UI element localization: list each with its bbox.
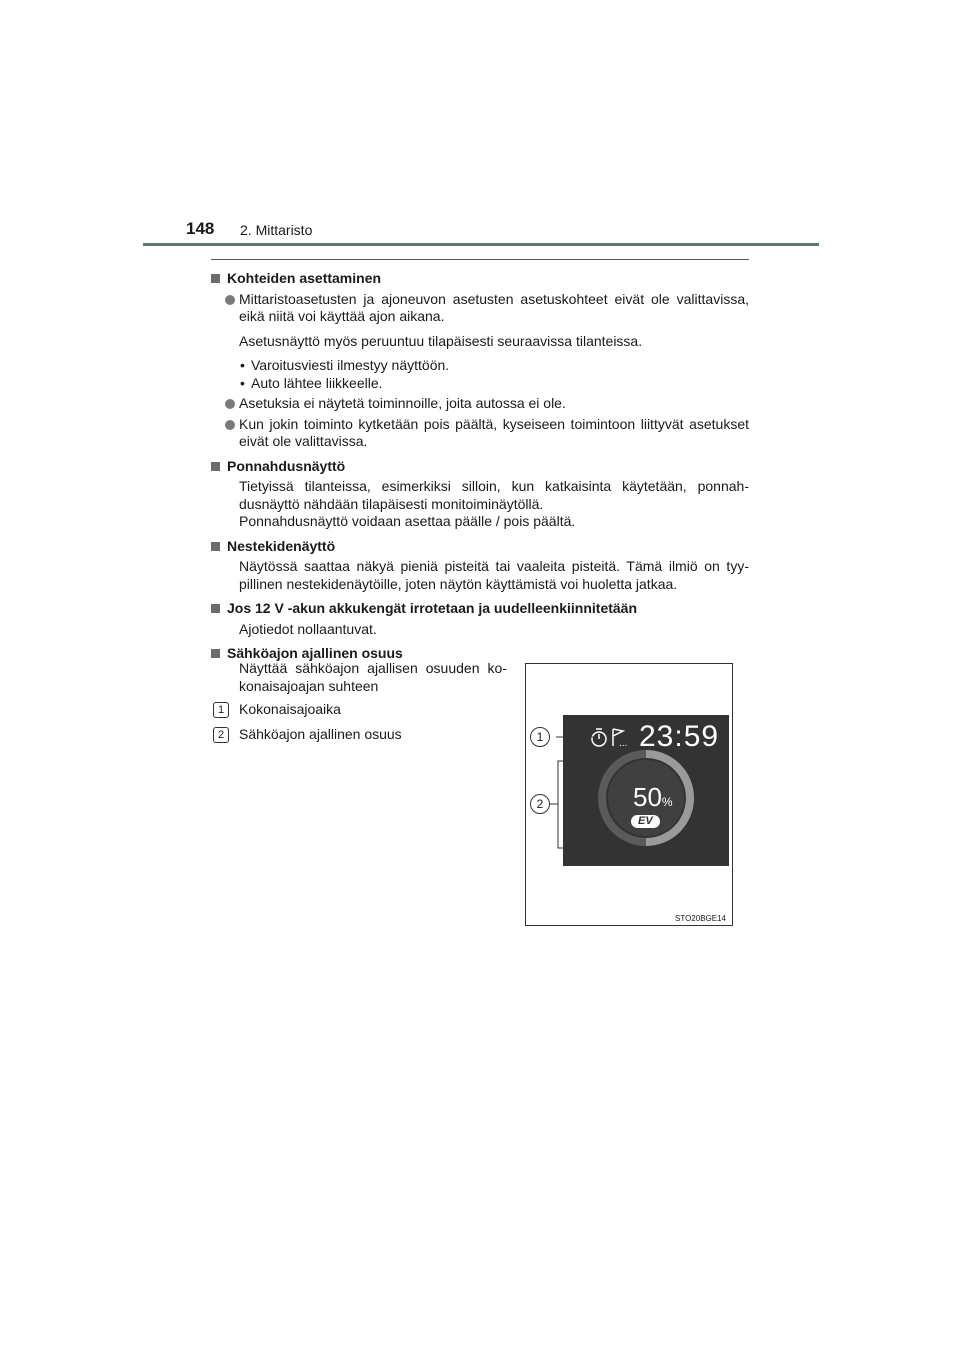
heading-nestekidenaytto: Nestekidenäyttö <box>211 538 749 556</box>
ev-badge-icon: EV <box>631 815 660 828</box>
callout-1: 1 <box>530 727 550 747</box>
ev-ratio-unit: % <box>661 795 673 809</box>
paragraph: Ponnahdusnäyttö voidaan asettaa päälle / pois päältä. <box>239 513 576 529</box>
legend-label-2: Sähköajon ajallinen osuus <box>239 726 402 742</box>
section-rule <box>211 259 749 260</box>
ellipsis-icon: ... <box>619 738 628 749</box>
heading-ponnahdusnaytto: Ponnahdusnäyttö <box>211 458 749 476</box>
ev-ratio-number: 50 <box>633 782 662 812</box>
bullet-item: Mittaristoasetusten ja ajoneuvon asetusten asetuskohteet eivät ole valittavissa, eikä niitä voi käyttää ajon aikana. <box>211 291 749 326</box>
page-number: 148 <box>186 219 215 238</box>
heading-kohteiden-asettaminen: Kohteiden asettaminen <box>211 270 749 288</box>
bullet-item: Asetuksia ei näytetä toiminnoille, joita autossa ei ole. <box>211 395 749 413</box>
heading-12v-akku: Jos 12 V -akun akkukengät irrotetaan ja uudelleenkiinnitetään <box>211 600 749 618</box>
legend-label-1: Kokonaisajoaika <box>239 701 341 717</box>
paragraph: Näytössä saattaa näkyä pieniä pisteitä tai vaaleita pisteitä. Tämä ilmiö on tyypillinen nestekidenäytöille, joten näytön käyttämistä voi huoletta jatkaa. <box>239 558 749 592</box>
paragraph: Ajotiedot nollaantuvat. <box>239 620 377 637</box>
heading-sahkoajon-osuus: Sähköajon ajallinen osuus <box>211 645 749 663</box>
paragraph: Asetusnäyttö myös peruuntuu tilapäisesti seuraavissa tilanteissa. <box>239 332 643 349</box>
figure-code: STO20BGE14 <box>675 914 726 923</box>
legend-number-1: 1 <box>213 702 229 718</box>
paragraph: Tietyissä tilanteissa, esimerkiksi silloin, kun katkaisinta käytetään, ponnahdusnäyttö nähdään tilapäisesti monitoiminäytöllä. <box>239 478 749 512</box>
content-body <box>211 266 749 663</box>
figure-display <box>525 663 733 926</box>
callout-2: 2 <box>530 794 550 814</box>
timer-icon <box>592 729 606 746</box>
dash-list <box>211 357 749 392</box>
dash-item: • Varoitusviesti ilmestyy näyttöön. <box>211 357 749 375</box>
ev-ratio-value <box>633 782 673 813</box>
legend-number-2: 2 <box>213 727 229 743</box>
dash-item: • Auto lähtee liikkeelle. <box>211 375 749 393</box>
bullet-item: Kun jokin toiminto kytketään pois päältä, kyseiseen toimintoon liittyvät asetukset eivät ole valittavissa. <box>211 416 749 451</box>
header-rule <box>143 243 819 246</box>
display-screen <box>563 715 729 866</box>
total-drive-time: 23:59 <box>639 720 720 753</box>
figure-description: Näyttää sähköajon ajallisen osuuden kokonaisajoajan suhteen <box>239 660 507 694</box>
chapter-title: 2. Mittaristo <box>240 222 313 238</box>
